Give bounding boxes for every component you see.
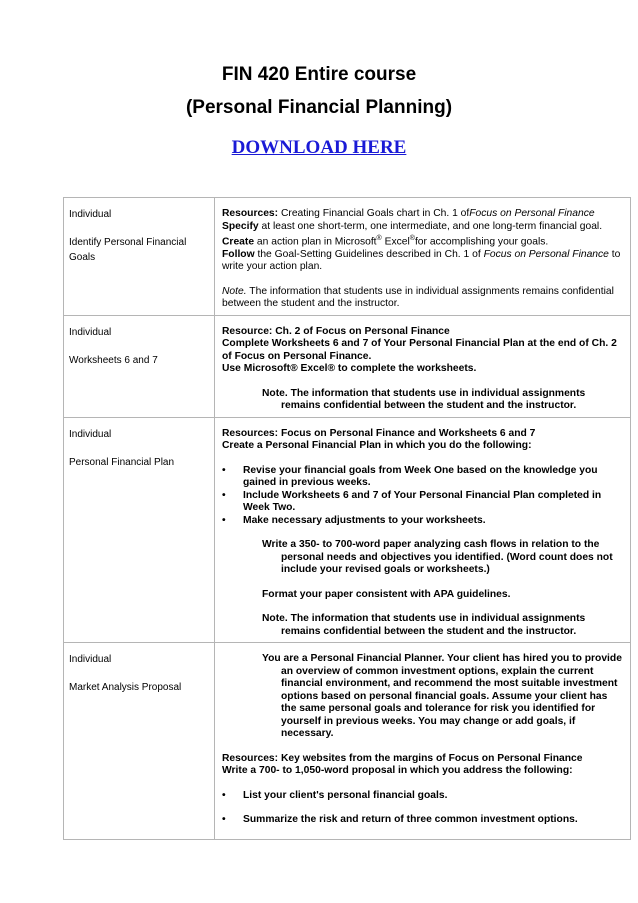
list-item-text: List your client's personal financial goals.: [243, 789, 448, 801]
resource-line: Resource: Ch. 2 of Focus on Personal Finance: [222, 325, 450, 337]
specify-label: Specify: [222, 220, 259, 232]
instruction-line: Use Microsoft® Excel® to complete the worksheets.: [222, 363, 477, 375]
assignment-table: [63, 197, 631, 840]
create-text-end: for accomplishing your goals.: [414, 236, 549, 248]
page-subtitle: (Personal Financial Planning): [185, 97, 453, 118]
assignment-description-cell: [215, 643, 631, 840]
assignment-name: Personal Financial Plan: [69, 456, 175, 468]
follow-line: [222, 249, 624, 274]
assignment-description-cell: [215, 315, 631, 417]
list-item: [222, 465, 624, 490]
instruction-line: Create a Personal Financial Plan in which you do the following:: [222, 440, 532, 452]
list-item-text: Include Worksheets 6 and 7 of Your Personal Financial Plan completed in Week Two.: [243, 489, 602, 514]
assignment-name: Market Analysis Proposal: [69, 682, 182, 694]
assignment-description-cell: [215, 417, 631, 643]
resource-line: Resources: Focus on Personal Finance and Worksheets 6 and 7: [222, 427, 536, 439]
bullet-list: [222, 790, 624, 827]
page-title: FIN 420 Entire course: [221, 64, 417, 85]
registered-mark: ®: [409, 235, 415, 242]
bullet-list: [222, 465, 624, 528]
create-text-excel: Excel: [381, 236, 410, 248]
table-row: [64, 417, 631, 643]
instruction-paragraph: Write a 350- to 700-word paper analyzing cash flows in relation to the personal needs and objectives you identified. (Word count does not include your revised goals or worksheets.): [262, 539, 613, 576]
instruction-line: Write a 700- to 1,050-word proposal in which you address the following:: [222, 765, 573, 777]
follow-text-end: to write your action plan.: [222, 248, 621, 273]
scenario-paragraph: You are a Personal Financial Planner. Your client has hired you to provide an overview of common investment options, explain the current financial environment, and recommend the most suitable investment options based on personal financial goals. Assume your client has the same personal goals and tolerance for risk you identified for yourself in previous weeks. You may change or add goals, if necessary.: [262, 653, 622, 740]
registered-mark: ®: [376, 235, 382, 242]
list-item-text: Revise your financial goals from Week One based on the knowledge you gained in previous weeks.: [243, 464, 598, 489]
table-row: [64, 315, 631, 417]
assignment-name: Worksheets 6 and 7: [69, 354, 158, 366]
table-row: [64, 198, 631, 316]
assignment-name: Identify Personal Financial Goals: [69, 237, 187, 263]
assignment-label-cell: [64, 417, 215, 643]
follow-label: Follow: [222, 248, 255, 260]
list-item: [222, 790, 624, 803]
bullet-icon: •: [222, 464, 226, 476]
assignment-label-cell: [64, 315, 215, 417]
download-link[interactable]: DOWNLOAD HERE: [231, 137, 407, 158]
note-label: Note.: [222, 285, 247, 297]
follow-text: the Goal-Setting Guidelines described in Ch. 1 of: [254, 248, 484, 260]
assignment-description-cell: [215, 198, 631, 316]
bullet-icon: •: [222, 489, 226, 501]
note-line: Note. The information that students use in individual assignments remains confidential between the student and the instructor.: [262, 387, 586, 412]
book-title: Focus on Personal Finance: [469, 208, 595, 219]
instruction-line: Complete Worksheets 6 and 7 of Your Personal Financial Plan at the end of Ch. 2 of Focus on Personal Finance.: [222, 338, 617, 362]
table-row: [64, 643, 631, 840]
note-text: The information that students use in individual assignments remains confidential between the student and the instructor.: [222, 285, 614, 310]
list-item: [222, 814, 624, 827]
resource-line: Resources: Key websites from the margins of Focus on Personal Finance: [222, 752, 583, 764]
assignment-type: Individual: [69, 428, 112, 440]
assignment-type: Individual: [69, 209, 112, 220]
instruction-paragraph: Format your paper consistent with APA guidelines.: [262, 588, 511, 600]
create-label: Create: [222, 236, 255, 248]
bullet-icon: •: [222, 814, 226, 826]
resources-label: Resources:: [222, 208, 279, 219]
note-line: Note. The information that students use in individual assignments remains confidential between the student and the instructor.: [262, 613, 586, 637]
bullet-icon: •: [222, 514, 226, 526]
list-item: [222, 490, 624, 515]
create-text: an action plan in Microsoft: [254, 236, 377, 248]
list-item: [222, 515, 624, 528]
specify-line: [222, 221, 624, 234]
assignment-type: Individual: [69, 654, 112, 666]
resources-line: [222, 208, 624, 221]
bullet-icon: •: [222, 789, 226, 801]
create-line: [222, 233, 624, 249]
assignment-type: Individual: [69, 326, 112, 338]
list-item-text: Make necessary adjustments to your worksheets.: [243, 514, 486, 526]
specify-text: at least one short-term, one intermediate, and one long-term financial goal.: [258, 220, 603, 232]
list-item-text: Summarize the risk and return of three common investment options.: [243, 814, 578, 826]
assignment-label-cell: [64, 198, 215, 316]
resources-text: Creating Financial Goals chart in Ch. 1 of: [278, 208, 470, 219]
book-title: Focus on Personal Finance: [483, 248, 609, 260]
note-line: [222, 286, 624, 311]
assignment-label-cell: [64, 643, 215, 840]
